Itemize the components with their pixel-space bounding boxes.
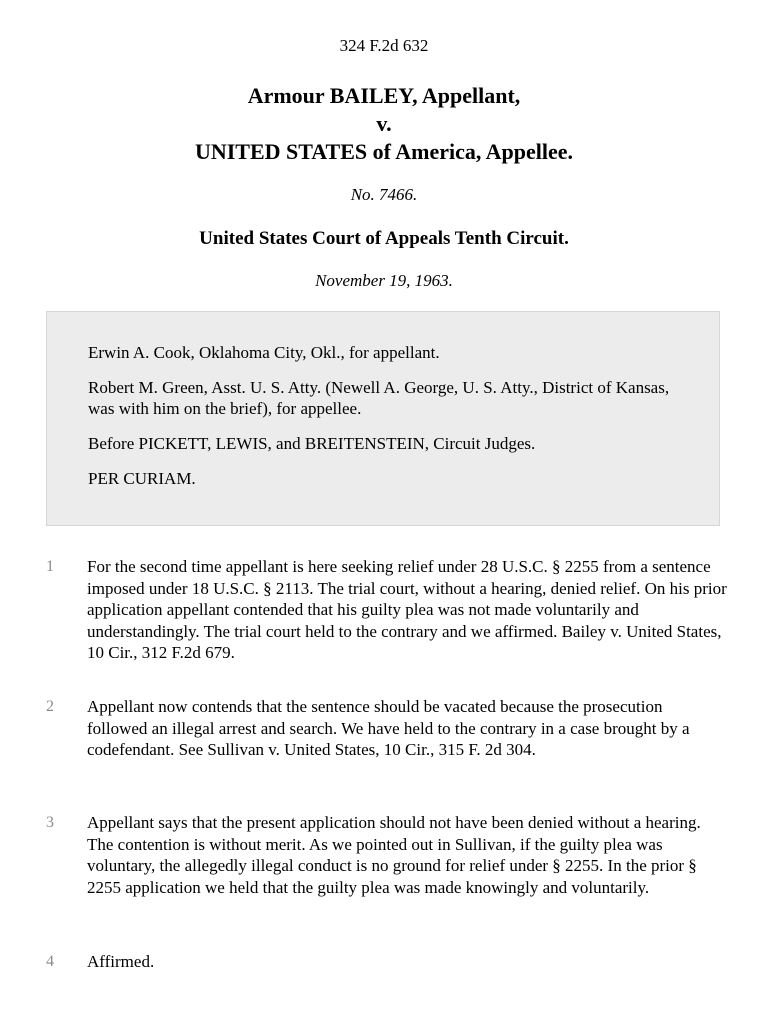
paragraph-text: Appellant now contends that the sentence should be vacated because the prosecution followed an illegal arrest and search. We have held to the contrary in a case brought by a codefendant. See Sullivan v. United States, 10 Cir., 315 F. 2d 304. bbox=[87, 697, 690, 759]
counsel-box bbox=[46, 311, 720, 526]
paragraph-text: For the second time appellant is here seeking relief under 28 U.S.C. § 2255 from a sentence imposed under 18 U.S.C. § 2113. The trial court, without a hearing, denied relief. On his prior application appellant contended that his guilty plea was not made voluntarily and understandingly. The trial court held to the contrary and we affirmed. Bailey v. United States, 10 Cir., 312 F.2d 679. bbox=[87, 557, 727, 662]
appellant-counsel: Erwin A. Cook, Oklahoma City, Okl., for appellant. bbox=[88, 343, 440, 362]
caption-versus: v. bbox=[376, 111, 392, 136]
paragraph-number: 2 bbox=[46, 698, 54, 715]
case-caption bbox=[0, 82, 768, 166]
caption-appellee: UNITED STATES of America, Appellee. bbox=[194, 139, 574, 164]
paragraph-number: 3 bbox=[46, 814, 54, 831]
decision-date: November 19, 1963. bbox=[315, 271, 453, 290]
docket-number: No. 7466. bbox=[350, 185, 418, 204]
judges-panel: Before PICKETT, LEWIS, and BREITENSTEIN, Circuit Judges. bbox=[88, 434, 536, 453]
case-citation: 324 F.2d 632 bbox=[339, 36, 429, 55]
paragraph-text: Appellant says that the present application should not have been denied without a hearing. The contention is without merit. As we pointed out in Sullivan, if the guilty plea was voluntary, the allegedly illegal conduct is no ground for relief under § 2255. In the prior § 2255 application we held that the guilty plea was made knowingly and voluntarily. bbox=[87, 813, 701, 897]
paragraph-number: 4 bbox=[46, 953, 54, 970]
caption-appellant: Armour BAILEY, Appellant, bbox=[247, 83, 521, 108]
paragraph-number: 1 bbox=[46, 558, 54, 575]
appellee-counsel: Robert M. Green, Asst. U. S. Atty. (Newell A. George, U. S. Atty., District of Kansas, was with him on the brief), for appellee. bbox=[88, 378, 670, 418]
court-name: United States Court of Appeals Tenth Circuit. bbox=[199, 228, 569, 249]
per-curiam: PER CURIAM. bbox=[88, 469, 196, 488]
paragraph-text: Affirmed. bbox=[87, 952, 155, 971]
